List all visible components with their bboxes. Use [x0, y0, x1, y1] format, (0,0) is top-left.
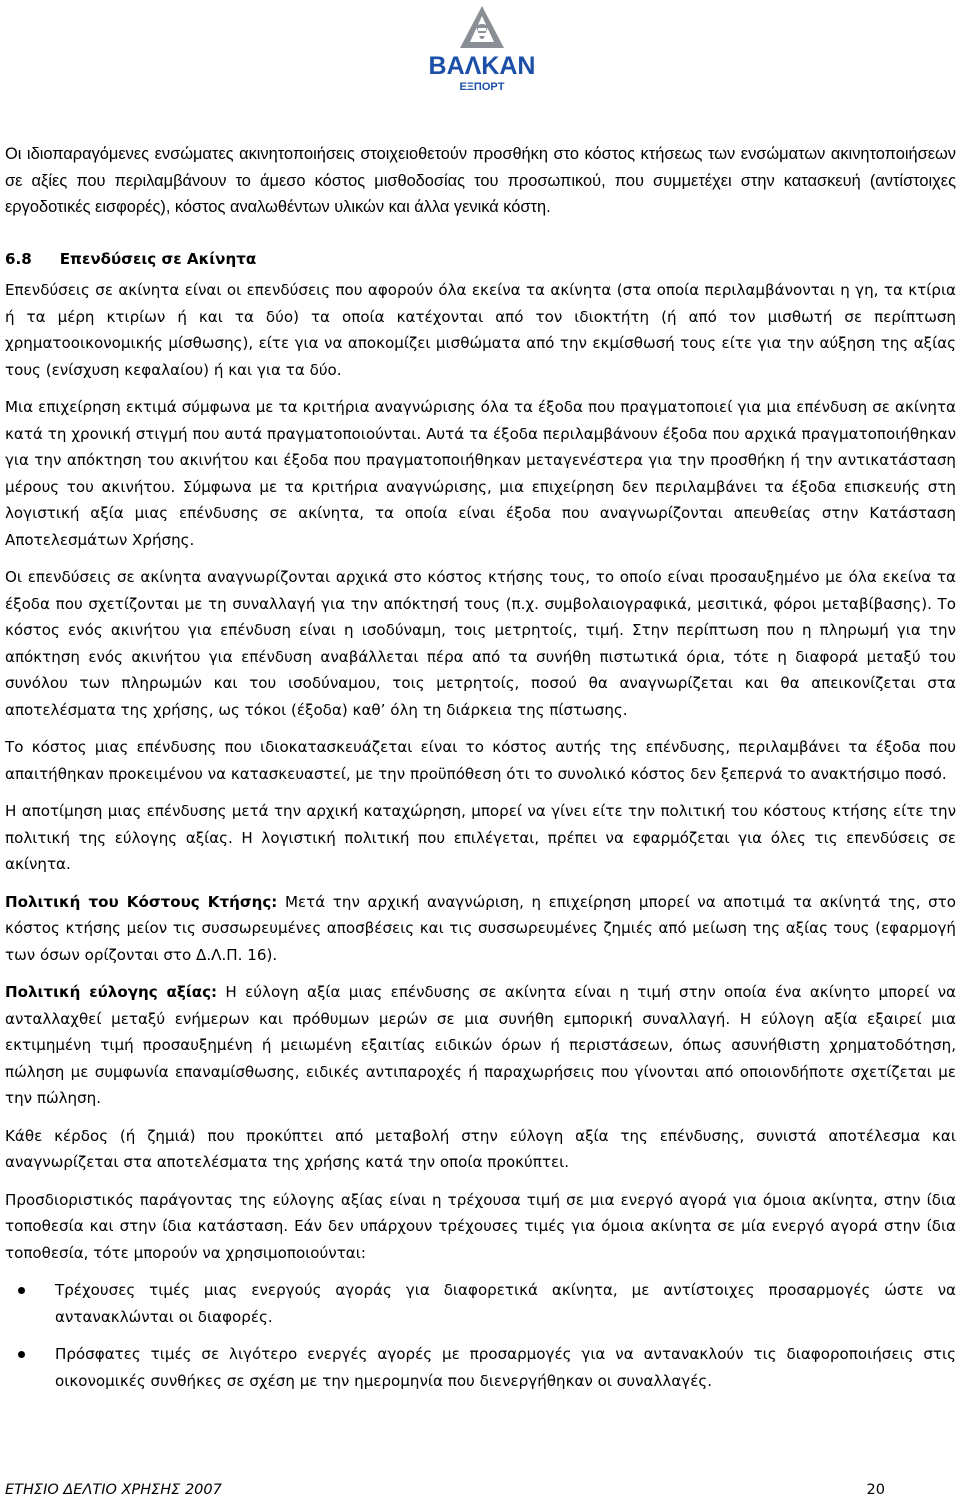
paragraph: Επενδύσεις σε ακίνητα είναι οι επενδύσεις που αφορούν όλα εκείνα τα ακίνητα (στα οποία περιλαμβάνονται η γη, τα κτίρια ή τα μέρη κτιρίων ή και τα δύο) τα οποία κατέχονται από τον ιδιοκτήτη (ή από τον μισθωτή σε περίπτωση χρηματοοικονομικής μίσθωσης), είτε για να αποκομίζει μισθώματα από την εκμίσθωσή τους είτε για την αύξηση της αξίας τους (ενίσχυση κεφαλαίου) ή και για τα δύο.	[5, 281, 956, 379]
policy-cost-text: Μετά την αρχική αναγνώριση, η επιχείρηση μπορεί να αποτιμά τα ακίνητά της, στο κόστος κτήσης μείον τις συσσωρευμένες αποσβέσεις και τις συσσωρευμένες ζημιές από μείωση της αξίας τους (εφαρμογή των όσων ορίζονται στο Δ.Λ.Π. 16).	[5, 892, 956, 964]
logo-sub: ΕΞΠΟΡΤ	[459, 81, 505, 93]
paragraph: Οι επενδύσεις σε ακίνητα αναγνωρίζονται αρχικά στο κόστος κτήσης τους, το οποίο είναι προσαυξημένο με όλα εκείνα τα έξοδα που σχετίζονται με τη συναλλαγή για την απόκτησή τους (π.χ. συμβολαιογραφικά, μεσιτικά, φόροι μεταβίβασης). Το κόστος ενός ακινήτου για επένδυση είναι η ισοδύναμη, τοις μετρητοίς, τιμή. Στην περίπτωση που η πληρωμή για την απόκτηση ενός ακινήτου για επένδυση αναβάλλεται πέρα από τα συνήθη πιστωτικά όρια, τότε η διαφορά μεταξύ του συνόλου των πληρωμών και του ισοδύναμου, τοις μετρητοίς, ποσού θα αναγνωρίζεται και θα απεικονίζεται στα αποτελέσματα της χρήσης, ως τόκοι (έξοδα) καθ’ όλη τη διάρκεια της πίστωσης.	[5, 568, 956, 719]
policy-fair-paragraph	[5, 979, 956, 1112]
paragraph: Κάθε κέρδος (ή ζημιά) που προκύπτει από μεταβολή στην εύλογη αξία της επένδυσης, συνιστά αποτέλεσμα και αναγνωρίζεται στα αποτελέσματα της χρήσης κατά την οποία προκύπτει.	[5, 1126, 956, 1171]
company-logo	[420, 4, 544, 94]
policy-fair-text: Η εύλογη αξία μιας επένδυσης σε ακίνητα είναι η τιμή στην οποία ένα ακίνητο μπορεί να ανταλλαχθεί μεταξύ ενήμερων και πρόθυμων μερών σε μια συνήθη εμπορική συναλλαγή. Η εύλογη αξία εξαιρεί μια εκτιμημένη τιμή προσαυξημένη ή μειωμένη εξαιτίας ειδικών όρων ή περιστάσεων, όπως ασυνήθιστη χρηματοδότηση, πώληση με συμφωνία επαναμίσθωσης, ειδικές αντιπαροχές ή παραχωρήσεις που γίνονται από οποιονδήποτε σχετίζεται με την πώληση.	[5, 983, 956, 1107]
section-number: 6.8	[5, 249, 32, 268]
policy-cost-label: Πολιτική του Κόστους Κτήσης:	[5, 892, 278, 911]
paragraph: Προσδιοριστικός παράγοντας της εύλογης αξίας είναι η τρέχουσα τιμή σε μια ενεργό αγορά για όμοια ακίνητα, στην ίδια τοποθεσία και στην ίδια κατάσταση. Εάν δεν υπάρχουν τρέχουσες τιμές για όμοια ακίνητα σε μία ενεργό αγορά στην ίδια τοποθεσία, τότε μπορούν να χρησιμοποιούνται:	[5, 1190, 956, 1262]
paragraph: Η αποτίμηση μιας επένδυσης μετά την αρχική καταχώρηση, μπορεί να γίνει είτε την πολιτική του κόστους κτήσης είτε την πολιτική της εύλογης αξίας. Η λογιστική πολιτική που επιλέγεται, πρέπει να εφαρμόζεται για όλες τις επενδύσεις σε ακίνητα.	[5, 802, 956, 873]
logo-brand: ΒΑΛΚΑΝ	[428, 52, 536, 80]
paragraph: Μια επιχείρηση εκτιμά σύμφωνα με τα κριτήρια αναγνώρισης όλα τα έξοδα που πραγματοποιεί για μια επένδυση σε ακίνητα κατά τη χρονική στιγμή που αυτά πραγματοποιούνται. Αυτά τα έξοδα περιλαμβάνουν έξοδα που αρχικά πραγματοποιήθηκαν για την απόκτηση του ακινήτου και έξοδα που πραγματοποιήθηκαν μεταγενέστερα για την προσθήκη ή την αντικατάσταση μέρους του ακινήτου. Σύμφωνα με τα κριτήρια αναγνώρισης, μια επιχείρηση δεν περιλαμβάνει τα έξοδα επισκευής στη λογιστική αξία μιας επένδυσης σε ακίνητα, τα οποία είναι έξοδα που αναγνωρίζονται απευθείας στην Κατάσταση Αποτελεσμάτων Χρήσης.	[5, 398, 956, 549]
page-number: 20	[866, 1482, 885, 1498]
section-title: Επενδύσεις σε Ακίνητα	[59, 249, 257, 268]
section-heading	[5, 246, 956, 273]
footer-title: ΕΤΗΣΙΟ ΔΕΛΤΙΟ ΧΡΗΣΗΣ 2007	[5, 1482, 222, 1498]
paragraph: Το κόστος μιας επένδυσης που ιδιοκατασκευάζεται είναι το κόστος αυτής της επένδυσης, περιλαμβάνει τα έξοδα που απαιτήθηκαν προκειμένου να κατασκευαστεί, με την προϋπόθεση ότι το συνολικό κόστος δεν ξεπερνά το ανακτήσιμο ποσό.	[5, 738, 956, 783]
policy-fair-label: Πολιτική εύλογης αξίας:	[5, 983, 218, 1001]
policy-cost-paragraph	[5, 889, 956, 969]
intro-paragraph: Οι ιδιοπαραγόμενες ενσώματες ακινητοποιήσεις στοιχειοθετούν προσθήκη στο κόστος κτήσεως των ενσώματων ακινητοποιήσεων σε αξίες που περιλαμβάνουν το άμεσο κόστος μισθοδοσίας του προσωπικού, που συμμετέχει στην κατασκευή (αντίστοιχες εργοδοτικές εισφορές), κόστος αναλωθέντων υλικών και άλλα γενικά κόστη.	[5, 145, 956, 216]
list-item: Τρέχουσες τιμές μιας ενεργούς αγοράς για διαφορετικά ακίνητα, με αντίστοιχες προσαρμογές ώστε να αντανακλώνται οι διαφορές.	[55, 1277, 956, 1330]
document-body	[5, 141, 956, 1405]
page-footer	[5, 1480, 885, 1500]
bullet-list	[5, 1277, 956, 1394]
list-item: Πρόσφατες τιμές σε λιγότερο ενεργές αγορές με προσαρμογές για να αντανακλούν τις διαφοροποιήσεις στις οικονομικές συνθήκες σε σχέση με την ημερομηνία που διενεργήθηκαν οι συναλλαγές.	[55, 1341, 956, 1394]
balkan-logo-icon	[420, 4, 544, 94]
